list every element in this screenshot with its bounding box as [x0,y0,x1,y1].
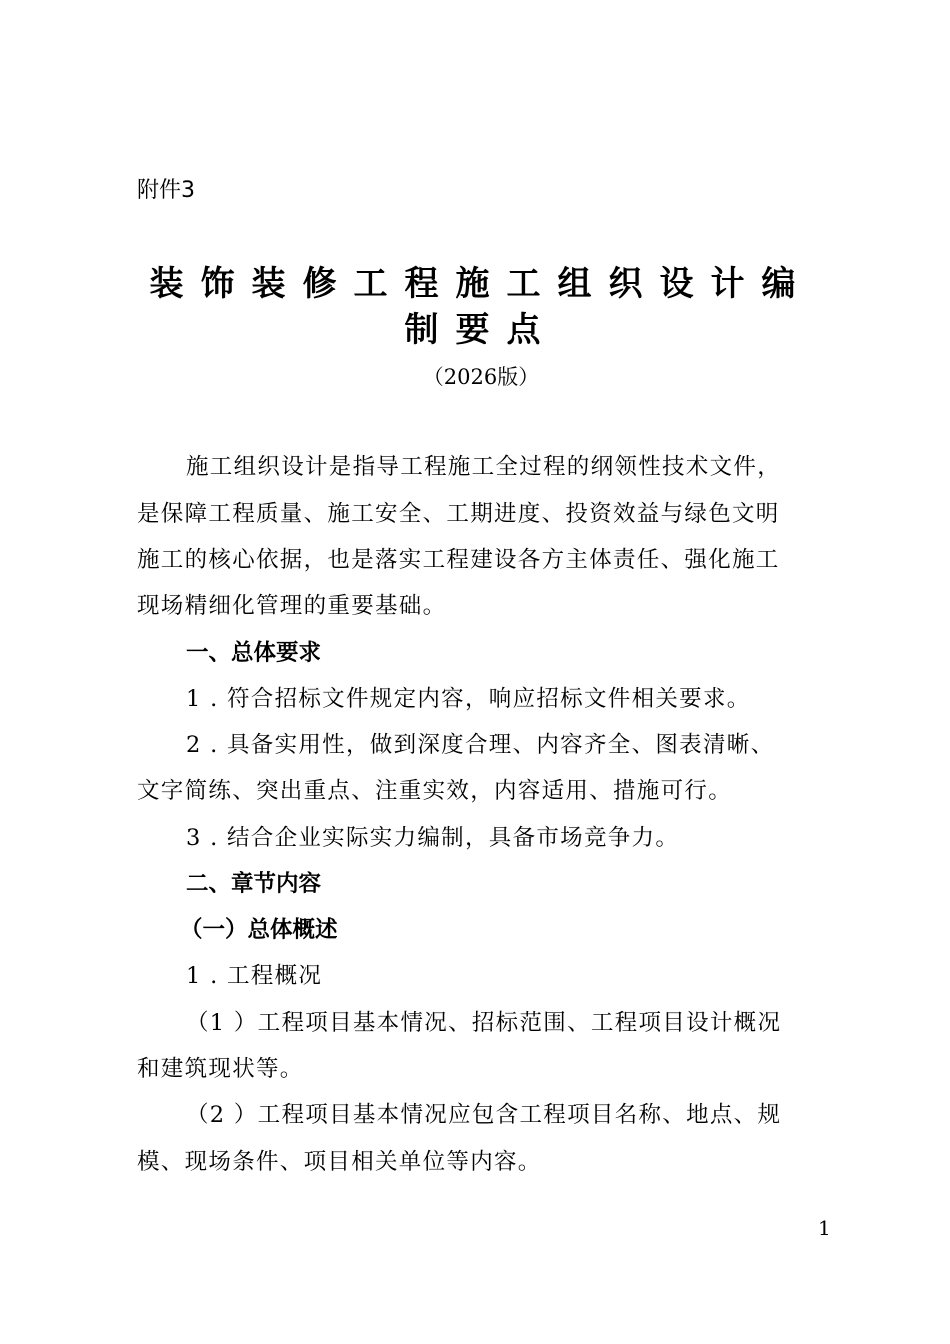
attachment-label: 附件3 [137,178,195,203]
requirement-item-3: 3 . 结合企业实际实力编制，具备市场竞争力。 [186,825,680,851]
intro-line-1: 施工组织设计是指导工程施工全过程的纲领性技术文件， [186,454,782,480]
page-number: 1 [818,1216,831,1240]
requirement-item-2-line-1: 2 . 具备实用性，做到深度合理、内容齐全、图表清晰、 [186,732,775,758]
document-title-line-2: 制要点 [404,310,558,350]
overview-para-2-line-2: 模、现场条件、项目相关单位等内容。 [137,1149,542,1175]
overview-para-1-line-2: 和建筑现状等。 [137,1056,304,1082]
section-heading-general-requirements: 一、总体要求 [186,640,322,666]
requirement-item-2-line-2: 文字简练、突出重点、注重实效，内容适用、措施可行。 [137,778,733,804]
overview-para-1-line-1: （1 ）工程项目基本情况、招标范围、工程项目设计概况 [186,1010,782,1036]
section-heading-chapter-content: 二、章节内容 [186,871,322,897]
overview-para-2-line-1: （2 ）工程项目基本情况应包含工程项目名称、地点、规 [186,1102,782,1128]
intro-line-2: 是保障工程质量、施工安全、工期进度、投资效益与绿色文明 [137,501,780,527]
intro-line-4: 现场精细化管理的重要基础。 [137,593,447,619]
edition-label: （2026版） [422,365,540,389]
subsection-heading-overview: （一）总体概述 [180,917,338,943]
intro-line-3: 施工的核心依据，也是落实工程建设各方主体责任、强化施工 [137,547,780,573]
overview-item-1: 1 . 工程概况 [186,963,323,989]
document-title-line-1: 装饰装修工程施工组织设计编 [149,264,813,304]
requirement-item-1: 1 . 符合招标文件规定内容，响应招标文件相关要求。 [186,686,751,712]
